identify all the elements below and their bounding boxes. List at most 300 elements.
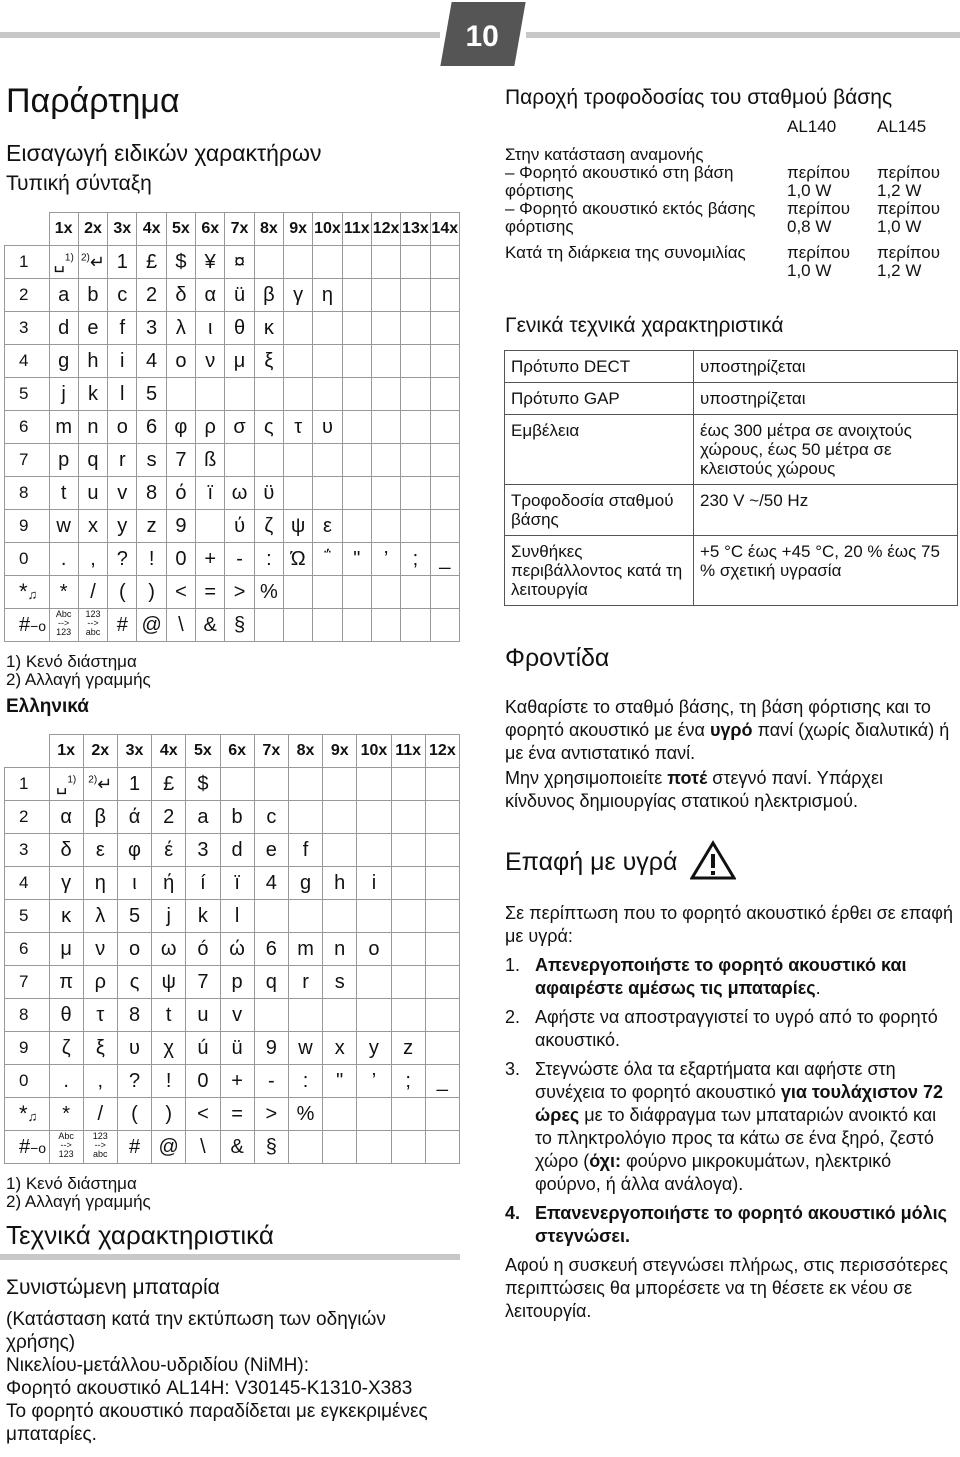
key-7-label: 7	[5, 444, 50, 477]
char-cell	[425, 1131, 459, 1164]
char-cell: &	[220, 1131, 254, 1164]
power-table	[505, 118, 957, 280]
char-cell: h	[323, 867, 357, 900]
char-cell: π	[49, 966, 83, 999]
char-cell	[371, 345, 400, 378]
power-row-label: – Φορητό ακουστικό στη βάση φόρτισης	[505, 163, 734, 200]
table-row	[5, 834, 460, 867]
char-cell	[313, 477, 342, 510]
char-cell: 123 --> abc	[78, 609, 107, 642]
press-count-header: 3x	[108, 213, 137, 246]
step-text: Στεγνώστε όλα τα εξαρτήματα και αφήστε στη συνέχεια το φορητό ακουστικό	[535, 1059, 896, 1102]
char-cell	[225, 378, 254, 411]
char-cell: +	[220, 1065, 254, 1098]
char-cell: 4	[137, 345, 166, 378]
char-cell: Abc --> 123	[49, 1131, 83, 1164]
char-cell: .	[49, 543, 78, 576]
char-cell: k	[186, 900, 220, 933]
char-cell: δ	[166, 279, 195, 312]
char-cell: =	[196, 576, 225, 609]
char-cell: p	[49, 444, 78, 477]
general-heading: Γενικά τεχνικά χαρακτηριστικά	[505, 314, 784, 337]
key-5-label: 5	[5, 378, 50, 411]
char-cell	[342, 312, 371, 345]
char-cell: s	[323, 966, 357, 999]
char-cell	[401, 279, 430, 312]
char-cell: )	[137, 576, 166, 609]
char-cell: κ	[49, 900, 83, 933]
char-cell: 123 --> abc	[83, 1131, 117, 1164]
battery-line-2: Νικελίου-μετάλλου-υδριδίου (NiMH):	[6, 1355, 310, 1376]
char-cell: ό	[166, 477, 195, 510]
char-cell	[323, 999, 357, 1032]
char-cell: l	[220, 900, 254, 933]
char-cell: ή	[152, 867, 186, 900]
spec-key: Συνθήκες περιβάλλοντος κατά τη λειτουργία	[505, 536, 694, 606]
char-cell: "	[323, 1065, 357, 1098]
char-cell: ?	[117, 1065, 151, 1098]
press-count-header: 13x	[401, 213, 430, 246]
press-count-header: 8x	[288, 735, 322, 768]
press-count-header: 9x	[284, 213, 313, 246]
press-count-header: 3x	[117, 735, 151, 768]
char-cell: ú	[186, 1032, 220, 1065]
care-paragraph-2	[505, 767, 957, 813]
char-cell	[391, 999, 425, 1032]
step-number: 2.	[505, 1007, 521, 1027]
char-cell: ?	[108, 543, 137, 576]
table-row	[5, 312, 460, 345]
char-cell: ζ	[49, 1032, 83, 1065]
table-row	[5, 999, 460, 1032]
char-cell	[391, 801, 425, 834]
char-cell	[166, 378, 195, 411]
char-cell	[254, 768, 288, 801]
char-cell: _	[425, 1065, 459, 1098]
char-cell	[430, 378, 459, 411]
press-count-header: 14x	[430, 213, 459, 246]
char-cell	[342, 477, 371, 510]
spec-value: +5 °C έως +45 °C, 20 % έως 75 % σχετική υγρασία	[694, 536, 958, 606]
power-row-label: Στην κατάσταση αναμονής	[505, 145, 704, 164]
char-cell: k	[78, 378, 107, 411]
char-cell: t	[152, 999, 186, 1032]
char-cell: c	[108, 279, 137, 312]
spec-value: έως 300 μέτρα σε ανοιχτούς χώρους, έως 50 μέτρα σε κλειστούς χώρους	[694, 415, 958, 485]
char-cell	[342, 576, 371, 609]
header-rule-left	[0, 32, 440, 38]
char-cell	[225, 444, 254, 477]
char-cell	[430, 345, 459, 378]
power-row-value: περίπου 1,0 W	[787, 243, 850, 280]
press-count-header: 10x	[357, 735, 391, 768]
char-cell	[323, 801, 357, 834]
char-cell: -	[225, 543, 254, 576]
char-cell: ο	[166, 345, 195, 378]
table-row	[5, 411, 460, 444]
char-cell: ι	[196, 312, 225, 345]
press-count-header: 4x	[137, 213, 166, 246]
char-cell	[425, 933, 459, 966]
char-cell	[371, 378, 400, 411]
char-cell: /	[78, 576, 107, 609]
char-cell	[357, 1098, 391, 1131]
table-row	[5, 966, 460, 999]
char-cell	[371, 477, 400, 510]
step-number: 3.	[505, 1059, 521, 1079]
char-cell: ϋ	[254, 477, 283, 510]
char-cell: ώ	[220, 933, 254, 966]
char-cell	[391, 867, 425, 900]
key-9-label: 9	[5, 510, 50, 543]
char-cell: τ	[83, 999, 117, 1032]
char-cell	[196, 378, 225, 411]
char-cell: σ	[225, 411, 254, 444]
spec-key: Πρότυπο DECT	[505, 351, 694, 383]
table-row	[5, 933, 460, 966]
char-cell: )	[152, 1098, 186, 1131]
char-cell	[430, 411, 459, 444]
char-cell	[357, 1131, 391, 1164]
char-cell: g	[49, 345, 78, 378]
key-1-label: 1	[5, 768, 50, 801]
char-cell: υ	[117, 1032, 151, 1065]
step-bold: Επανενεργοποιήστε το φορητό ακουστικό μόλις στεγνώσει.	[535, 1203, 947, 1246]
char-cell: &	[196, 609, 225, 642]
step-bold: για τουλάχιστον 72 ώρες	[535, 1082, 944, 1125]
char-cell: m	[49, 411, 78, 444]
char-cell: ’	[371, 543, 400, 576]
char-cell: β	[83, 801, 117, 834]
char-cell: ï	[220, 867, 254, 900]
char-cell: τ	[284, 411, 313, 444]
char-cell: ύ	[225, 510, 254, 543]
char-cell	[430, 444, 459, 477]
press-count-header: 6x	[196, 213, 225, 246]
char-cell	[323, 1098, 357, 1131]
char-cell	[371, 444, 400, 477]
char-cell	[284, 609, 313, 642]
char-cell	[254, 378, 283, 411]
power-row-value: περίπου 1,0 W	[787, 163, 850, 200]
step-text: .	[815, 978, 821, 998]
press-count-header: 12x	[425, 735, 459, 768]
char-cell: /	[83, 1098, 117, 1131]
char-cell	[371, 609, 400, 642]
char-cell: ς	[254, 411, 283, 444]
step-text: Αφήστε να αποστραγγιστεί το υγρό από το φορητό ακουστικό.	[535, 1007, 938, 1050]
char-cell: d	[220, 834, 254, 867]
char-cell: w	[49, 510, 78, 543]
press-count-header: 4x	[152, 735, 186, 768]
char-cell: .	[49, 1065, 83, 1098]
table-row	[5, 279, 460, 312]
char-cell: Abc --> 123	[49, 609, 78, 642]
press-count-header: 1x	[49, 213, 78, 246]
char-cell: v	[108, 477, 137, 510]
char-cell: λ	[83, 900, 117, 933]
char-cell: 0	[186, 1065, 220, 1098]
char-cell: £	[152, 768, 186, 801]
care-p2-a: Μην χρησιμοποιείτε	[505, 768, 668, 788]
char-cell: a	[186, 801, 220, 834]
key-2-label: 2	[5, 279, 50, 312]
table-row	[5, 609, 460, 642]
char-cell	[254, 246, 283, 279]
char-cell: 0	[166, 543, 195, 576]
char-cell: μ	[225, 345, 254, 378]
press-count-header: 7x	[254, 735, 288, 768]
char-cell: γ	[49, 867, 83, 900]
char-cell: ’	[357, 1065, 391, 1098]
char-cell	[357, 768, 391, 801]
table-header-row	[5, 735, 460, 768]
char-cell	[391, 900, 425, 933]
char-cell	[425, 801, 459, 834]
char-cell: y	[357, 1032, 391, 1065]
char-cell: u	[78, 477, 107, 510]
battery-heading: Συνιστώμενη μπαταρία	[6, 1276, 220, 1299]
press-count-header: 10x	[313, 213, 342, 246]
char-cell: υ	[313, 411, 342, 444]
press-count-header: 2x	[78, 213, 107, 246]
char-cell: μ	[49, 933, 83, 966]
step-number: 1.	[505, 955, 521, 975]
char-cell	[342, 510, 371, 543]
char-cell: j	[152, 900, 186, 933]
char-cell	[425, 1098, 459, 1131]
char-cell: "	[342, 543, 371, 576]
liquid-outro: Αφού η συσκευή στεγνώσει πλήρως, στις περισσότερες περιπτώσεις θα μπορέσετε να τη θέσετε εκ νέου σε λειτουργία.	[505, 1255, 948, 1321]
key-0-label: 0	[5, 543, 50, 576]
char-cell: $	[166, 246, 195, 279]
char-cell: +	[196, 543, 225, 576]
char-cell	[254, 609, 283, 642]
appendix-title: Παράρτημα	[6, 82, 180, 120]
char-cell	[323, 1131, 357, 1164]
char-cell	[323, 768, 357, 801]
press-count-header: 6x	[220, 735, 254, 768]
char-cell: §	[254, 1131, 288, 1164]
greek-char-table	[4, 734, 460, 1164]
care-heading: Φροντίδα	[505, 644, 610, 672]
char-cell	[313, 378, 342, 411]
char-cell	[342, 345, 371, 378]
char-cell	[401, 510, 430, 543]
battery-text	[6, 1308, 456, 1446]
key-0-label: 0	[5, 1065, 50, 1098]
char-cell: ξ	[83, 1032, 117, 1065]
char-cell: φ	[117, 834, 151, 867]
table-row	[5, 900, 460, 933]
char-cell: d	[49, 312, 78, 345]
char-cell: η	[313, 279, 342, 312]
char-cell: ü	[225, 279, 254, 312]
tech-heading: Τεχνικά χαρακτηριστικά	[6, 1220, 274, 1250]
char-cell: x	[78, 510, 107, 543]
table-row	[5, 1065, 460, 1098]
char-cell: ο	[117, 933, 151, 966]
liquid-intro: Σε περίπτωση που το φορητό ακουστικό έρθει σε επαφή με υγρά:	[505, 903, 953, 946]
char-cell: -	[254, 1065, 288, 1098]
footnote-4: 2) Αλλαγή γραμμής	[6, 1192, 151, 1211]
corner-cell	[5, 213, 50, 246]
char-cell	[371, 279, 400, 312]
char-cell: q	[254, 966, 288, 999]
table-row	[5, 510, 460, 543]
char-cell: \	[166, 609, 195, 642]
char-cell	[284, 477, 313, 510]
char-cell	[288, 1131, 322, 1164]
char-cell: ω	[225, 477, 254, 510]
table-row	[5, 378, 460, 411]
char-cell: x	[323, 1032, 357, 1065]
care-p1-a: Καθαρίστε το σταθμό βάσης, τη βάση φόρτισης και το φορητό ακουστικό με ένα	[505, 697, 931, 740]
press-count-header: 11x	[342, 213, 371, 246]
char-cell: >	[225, 576, 254, 609]
char-cell: 7	[186, 966, 220, 999]
table-row	[5, 1131, 460, 1164]
tech-rule	[0, 1254, 460, 1260]
char-cell: b	[220, 801, 254, 834]
char-cell: í	[186, 867, 220, 900]
char-cell	[391, 768, 425, 801]
char-cell: ï	[196, 477, 225, 510]
char-cell: z	[137, 510, 166, 543]
char-cell: θ	[225, 312, 254, 345]
page-number-tab	[440, 2, 525, 66]
char-cell: ι	[117, 867, 151, 900]
char-cell: @	[152, 1131, 186, 1164]
battery-line-4: Το φορητό ακουστικό παραδίδεται με εγκεκριμένες μπαταρίες.	[6, 1401, 428, 1445]
key-8-label: 8	[5, 477, 50, 510]
char-cell: 8	[137, 477, 166, 510]
press-count-header: 8x	[254, 213, 283, 246]
char-cell	[430, 246, 459, 279]
power-row-label: Κατά τη διάρκεια της συνομιλίας	[505, 243, 746, 262]
char-cell: l	[108, 378, 137, 411]
char-cell: 6	[137, 411, 166, 444]
char-cell: ΅	[313, 543, 342, 576]
char-cell	[284, 576, 313, 609]
char-cell: _	[430, 543, 459, 576]
char-cell: u	[186, 999, 220, 1032]
step-4	[505, 1202, 957, 1248]
table-row	[5, 246, 460, 279]
char-cell: ν	[196, 345, 225, 378]
char-cell: ν	[83, 933, 117, 966]
char-cell: %	[254, 576, 283, 609]
char-cell: 5	[117, 900, 151, 933]
char-cell	[401, 477, 430, 510]
liquid-heading: Επαφή με υγρά	[505, 848, 678, 876]
key-2-label: 2	[5, 801, 50, 834]
char-cell: η	[83, 867, 117, 900]
char-cell	[323, 834, 357, 867]
care-p1-c: πανί (χωρίς διαλυτικά) ή με ένα αντιστατικό πανί.	[505, 720, 950, 763]
key-star-label: *♫	[5, 576, 50, 609]
char-cell: ü	[220, 1032, 254, 1065]
table-row	[5, 345, 460, 378]
char-cell: :	[288, 1065, 322, 1098]
char-cell	[391, 834, 425, 867]
table-row	[5, 801, 460, 834]
char-cell	[254, 999, 288, 1032]
char-cell	[288, 768, 322, 801]
press-count-header: 7x	[225, 213, 254, 246]
char-cell: 5	[137, 378, 166, 411]
key-7-label: 7	[5, 966, 50, 999]
press-count-header: 1x	[49, 735, 83, 768]
char-cell: v	[220, 999, 254, 1032]
char-cell: j	[49, 378, 78, 411]
char-cell: w	[288, 1032, 322, 1065]
char-cell: 7	[166, 444, 195, 477]
char-cell: ψ	[284, 510, 313, 543]
char-cell	[284, 345, 313, 378]
liquid-section	[505, 902, 957, 1323]
char-cell	[430, 477, 459, 510]
char-cell: c	[254, 801, 288, 834]
char-cell: f	[288, 834, 322, 867]
char-cell: ω	[152, 933, 186, 966]
char-cell	[401, 411, 430, 444]
header-rule-right	[526, 32, 960, 38]
char-cell: $^{2)}$↵	[78, 246, 107, 279]
power-row-value: περίπου 1,2 W	[877, 243, 940, 280]
char-cell: o	[357, 933, 391, 966]
char-cell: t	[49, 477, 78, 510]
char-cell	[313, 609, 342, 642]
char-cell	[425, 1032, 459, 1065]
char-cell	[430, 609, 459, 642]
char-cell	[288, 900, 322, 933]
char-cell: f	[108, 312, 137, 345]
char-cell	[430, 312, 459, 345]
care-p2-b: ποτέ	[667, 768, 708, 788]
spec-key: Εμβέλεια	[505, 415, 694, 485]
power-row-value: περίπου 0,8 W	[787, 199, 850, 236]
char-cell	[288, 801, 322, 834]
char-cell	[425, 834, 459, 867]
char-cell	[323, 900, 357, 933]
char-cell	[357, 966, 391, 999]
char-cell	[371, 312, 400, 345]
char-cell: 1	[108, 246, 137, 279]
table-row	[5, 1098, 460, 1131]
corner-cell	[5, 735, 50, 768]
step-3	[505, 1058, 957, 1196]
char-cell	[371, 411, 400, 444]
char-cell	[342, 378, 371, 411]
key-hash-label: #−o	[5, 609, 50, 642]
key-3-label: 3	[5, 312, 50, 345]
char-cell: 3	[137, 312, 166, 345]
char-cell: a	[49, 279, 78, 312]
char-cell	[401, 576, 430, 609]
press-count-header: 2x	[83, 735, 117, 768]
char-cell: ¥	[196, 246, 225, 279]
key-5-label: 5	[5, 900, 50, 933]
char-cell: b	[78, 279, 107, 312]
char-cell: 3	[186, 834, 220, 867]
table-row	[5, 477, 460, 510]
char-cell	[313, 246, 342, 279]
char-cell: n	[78, 411, 107, 444]
press-count-header: 9x	[323, 735, 357, 768]
key-9-label: 9	[5, 1032, 50, 1065]
char-cell: <	[166, 576, 195, 609]
